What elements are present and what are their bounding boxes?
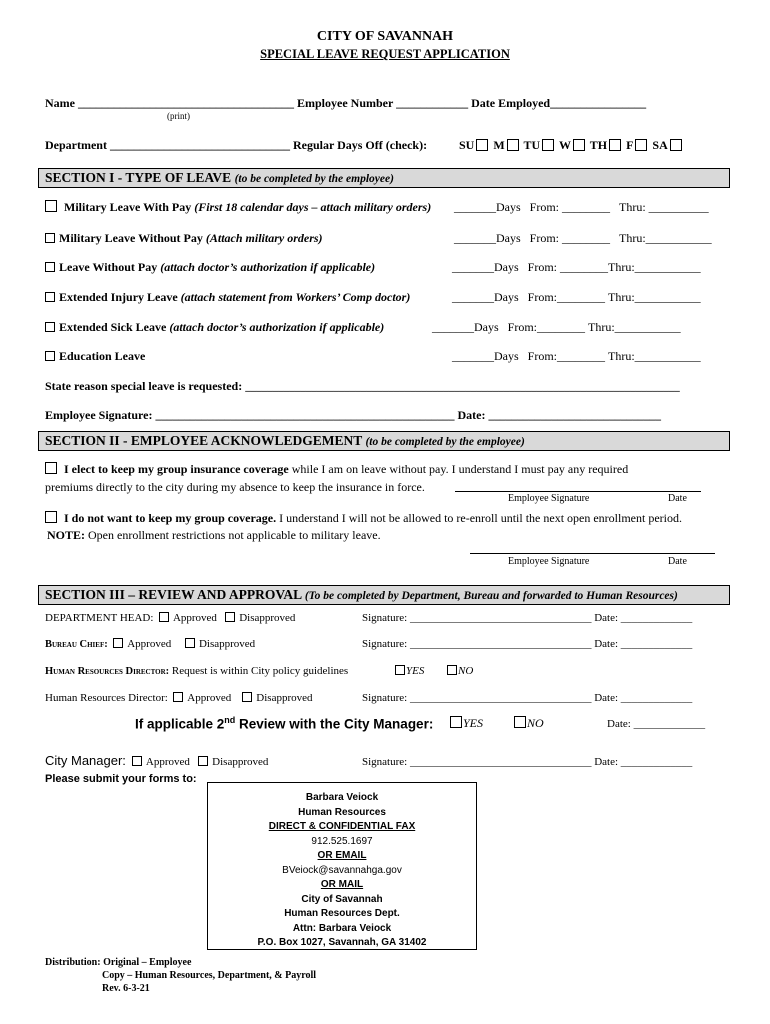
date-caption: Date (668, 556, 687, 567)
date-employed-field[interactable]: ________________ (550, 96, 647, 110)
day-m-label: M (493, 138, 505, 152)
revision: Rev. 6-3-21 (102, 983, 150, 994)
section1-header (38, 168, 730, 188)
leave-label: Leave Without Pay (59, 260, 158, 274)
signature-label: Signature: (362, 612, 408, 624)
days-off-label: Regular Days Off (check): (292, 138, 428, 152)
section3-title: SECTION III – REVIEW AND APPROVAL (45, 587, 302, 602)
days-field[interactable]: _______Days (432, 320, 499, 334)
signature-label: Signature: (362, 692, 408, 704)
leave-item (45, 200, 431, 215)
department-field[interactable]: ______________________________ (109, 138, 290, 152)
from-field[interactable]: From:________ (507, 320, 586, 334)
decline-coverage-signature-line[interactable] (470, 553, 715, 554)
submit-label: Please submit your forms to: (45, 773, 197, 785)
day-w-checkbox[interactable] (573, 139, 585, 151)
mail-line: City of Savannah (301, 893, 383, 905)
hr-policy-no-checkbox[interactable] (447, 665, 457, 675)
city-title: CITY OF SAVANNAH (316, 29, 454, 44)
date-label: Date: (594, 638, 619, 650)
dept-head-signature (362, 612, 692, 624)
from-field[interactable]: From: ________ (529, 231, 611, 245)
thru-field[interactable]: Thru:___________ (588, 320, 681, 334)
day-su-label: SU (459, 138, 475, 152)
keep-coverage-row (45, 462, 628, 477)
signature-field[interactable]: _________________________________ (409, 692, 592, 704)
hr-director-approved-checkbox[interactable] (173, 692, 183, 702)
date-label: Date: (607, 718, 631, 730)
date-field[interactable]: _____________ (620, 638, 693, 650)
reason-row (45, 379, 680, 394)
section1-subtitle: (to be completed by the employee) (234, 173, 394, 185)
date-label: Date: (594, 756, 619, 768)
section2-title: SECTION II - EMPLOYEE ACKNOWLEDGEMENT (45, 433, 363, 448)
signature-field[interactable]: _________________________________ (409, 756, 592, 768)
signature-label: Signature: (362, 756, 408, 768)
date-field[interactable]: _____________ (620, 612, 693, 624)
leave-label: Military Leave Without Pay (59, 231, 203, 245)
dept-head-disapproved-checkbox[interactable] (225, 612, 235, 622)
hr-policy-yes (395, 665, 424, 677)
reason-field[interactable]: _______________________________________________________________________________ (245, 381, 680, 393)
approved-label: Approved (145, 756, 190, 768)
note-label: NOTE: (47, 528, 86, 542)
days-field[interactable]: _______Days (452, 260, 519, 274)
second-review-date (607, 718, 705, 730)
leave-note: (First 18 calendar days – attach military orders) (194, 200, 432, 214)
form-title: SPECIAL LEAVE REQUEST APPLICATION (260, 47, 510, 61)
date-employed-label: Date Employed (471, 96, 551, 110)
second-review-no-checkbox[interactable] (514, 716, 526, 728)
second-review-label (135, 715, 433, 732)
employee-number-label: Employee Number (297, 96, 394, 110)
keep-coverage-text: while I am on leave without pay. I understand I must pay any required (291, 462, 629, 476)
date-label: Date: (594, 612, 619, 624)
keep-coverage-text2: premiums directly to the city during my absence to keep the insurance in force. (45, 480, 425, 494)
keep-coverage-bold: I elect to keep my group insurance coverage (64, 462, 289, 476)
decline-coverage-bold: I do not want to keep my group coverage. (64, 511, 277, 525)
hr-director-signature (362, 692, 692, 704)
no-label: NO (527, 716, 544, 730)
leave-education-checkbox[interactable] (45, 351, 55, 361)
mail-line: Human Resources Dept. (284, 908, 400, 919)
signature-label: Signature: (362, 638, 408, 650)
section1-title: SECTION I - TYPE OF LEAVE (45, 170, 232, 185)
leave-label: Education Leave (59, 349, 146, 363)
name-field[interactable]: ____________________________________ (78, 96, 294, 110)
day-th-checkbox[interactable] (609, 139, 621, 151)
day-tu-checkbox[interactable] (542, 139, 554, 151)
leave-note: (attach doctor’s authorization if applicable) (160, 260, 376, 274)
bureau-chief-signature (362, 638, 692, 650)
from-field[interactable]: From: ________ (529, 200, 611, 214)
leave-dates (452, 349, 701, 364)
signature-field[interactable]: _________________________________ (409, 612, 592, 624)
contact-name: Barbara Veiock (305, 792, 379, 803)
leave-label: Extended Sick Leave (59, 320, 167, 334)
disapproved-label: Disapproved (198, 638, 256, 650)
city-manager-approved-checkbox[interactable] (132, 756, 142, 766)
date-field[interactable]: _____________ (633, 718, 706, 730)
days-field[interactable]: _______Days (452, 349, 519, 363)
disapproved-label: Disapproved (212, 756, 269, 768)
leave-note: (attach doctor’s authorization if applicable) (169, 320, 385, 334)
leave-dates (454, 200, 709, 215)
leave-without-pay-checkbox[interactable] (45, 262, 55, 272)
leave-dates (454, 231, 712, 246)
leave-note: (Attach military orders) (205, 231, 323, 245)
fax-heading: DIRECT & CONFIDENTIAL FAX (268, 821, 416, 832)
employee-signature-label: Employee Signature: (45, 408, 153, 422)
mail-line: Attn: Barbara Veiock (292, 922, 392, 934)
date-caption: Date (668, 493, 687, 504)
days-field[interactable]: _______Days (454, 200, 521, 214)
date-field[interactable]: _____________ (620, 756, 693, 768)
leave-military-pay-checkbox[interactable] (45, 200, 57, 212)
second-review-rest: Review with the City Manager: (235, 716, 434, 732)
leave-label: Military Leave With Pay (64, 200, 192, 214)
bureau-chief-row (45, 638, 255, 650)
leave-note: (attach statement from Workers’ Comp doctor) (180, 290, 411, 304)
bureau-chief-disapproved-checkbox[interactable] (185, 638, 195, 648)
day-sa-label: SA (652, 138, 668, 152)
decline-coverage-checkbox[interactable] (45, 511, 57, 523)
day-th-label: TH (589, 138, 608, 152)
hr-policy-text: Request is within City policy guidelines (171, 665, 349, 677)
department-row (45, 138, 427, 153)
hr-director2-label: Human Resources Director: (45, 692, 168, 704)
second-review-yes-checkbox[interactable] (450, 716, 462, 728)
leave-sick-checkbox[interactable] (45, 322, 55, 332)
fax-number: 912.525.1697 (311, 835, 373, 847)
leave-item (45, 231, 323, 246)
dept-head-row (45, 612, 295, 624)
disapproved-label: Disapproved (239, 612, 296, 624)
decline-coverage-text: I understand I will not be allowed to re-enroll until the next open enrollment period. (279, 511, 682, 525)
distribution-label: Distribution: (45, 957, 101, 968)
hr-director-label: Human Resources Director: (45, 666, 170, 677)
approved-label: Approved (172, 612, 217, 624)
employee-signature-row (45, 408, 661, 423)
reason-label: State reason special leave is requested: (45, 379, 243, 393)
bureau-chief-approved-checkbox[interactable] (113, 638, 123, 648)
mail-heading: OR MAIL (320, 879, 364, 890)
department-label: Department (45, 138, 107, 152)
leave-dates (432, 320, 681, 335)
disapproved-label: Disapproved (256, 692, 313, 704)
leave-label: Extended Injury Leave (59, 290, 178, 304)
day-f-checkbox[interactable] (635, 139, 647, 151)
distribution-line1: Original – Employee (103, 957, 192, 968)
section3-header (38, 585, 730, 605)
employee-date-label: Date: (457, 408, 486, 422)
employee-date-field[interactable]: ______________________________ (488, 410, 661, 422)
day-sa-checkbox[interactable] (670, 139, 682, 151)
city-manager-signature (362, 756, 692, 768)
thru-field[interactable]: Thru: __________ (619, 200, 709, 214)
sig-caption: Employee Signature (508, 493, 590, 504)
hr-policy-yes-checkbox[interactable] (395, 665, 405, 675)
second-review-text: If applicable 2 (135, 716, 225, 732)
second-review-sup: nd (224, 715, 236, 725)
second-review-yes (450, 716, 483, 731)
sig-caption: Employee Signature (508, 556, 590, 567)
from-field[interactable]: From:________ (527, 349, 606, 363)
city-manager-disapproved-checkbox[interactable] (198, 756, 208, 766)
date-field[interactable]: _____________ (620, 692, 693, 704)
days-field[interactable]: _______Days (452, 290, 519, 304)
day-w-label: W (558, 138, 571, 152)
thru-field[interactable]: Thru:___________ (608, 290, 701, 304)
city-manager-row (45, 753, 268, 769)
approved-label: Approved (127, 638, 172, 650)
from-field[interactable]: From: ________ (527, 260, 609, 274)
day-tu-label: TU (523, 138, 541, 152)
thru-field[interactable]: Thru:___________ (608, 260, 701, 274)
leave-dates (452, 290, 701, 305)
mail-line: P.O. Box 1027, Savannah, GA 31402 (257, 937, 427, 948)
employee-signature-field[interactable]: ____________________________________________________ (155, 410, 455, 422)
email-address[interactable]: BVeiock@savannahga.gov (282, 864, 402, 876)
days-off-checks (459, 138, 684, 153)
employee-number-field[interactable]: ____________ (396, 96, 469, 110)
thru-field[interactable]: Thru:___________ (608, 349, 701, 363)
second-review-no (514, 716, 544, 731)
day-su-checkbox[interactable] (476, 139, 488, 151)
email-heading: OR EMAIL (317, 850, 367, 861)
approved-label: Approved (187, 692, 232, 704)
bureau-chief-label: Bureau Chief: (45, 639, 108, 650)
leave-item (45, 320, 384, 335)
leave-item (45, 260, 375, 275)
leave-injury-checkbox[interactable] (45, 292, 55, 302)
section3-subtitle: (To be completed by Department, Bureau and forwarded to Human Resources) (304, 590, 678, 602)
print-note: (print) (167, 111, 190, 121)
note-text: Open enrollment restrictions not applicable to military leave. (88, 528, 381, 542)
submission-address-box (207, 782, 477, 950)
hr-director-policy-row (45, 665, 348, 677)
leave-military-nopay-checkbox[interactable] (45, 233, 55, 243)
yes-label: YES (463, 716, 484, 730)
city-manager-label: City Manager: (45, 753, 126, 768)
keep-coverage-checkbox[interactable] (45, 462, 57, 474)
leave-item (45, 290, 410, 305)
day-f-label: F (626, 138, 634, 152)
name-row (45, 96, 646, 111)
thru-field[interactable]: Thru:___________ (619, 231, 712, 245)
hr-director-disapproved-checkbox[interactable] (242, 692, 252, 702)
dept-head-approved-checkbox[interactable] (159, 612, 169, 622)
distribution-line2: Copy – Human Resources, Department, & Payroll (102, 970, 317, 981)
name-label: Name (45, 96, 75, 110)
section2-subtitle: (to be completed by the employee) (365, 436, 525, 448)
date-label: Date: (594, 692, 619, 704)
no-label: NO (458, 665, 474, 677)
day-m-checkbox[interactable] (507, 139, 519, 151)
leave-dates (452, 260, 701, 275)
contact-dept: Human Resources (298, 806, 386, 818)
keep-coverage-signature-line[interactable] (455, 491, 701, 492)
days-field[interactable]: _______Days (454, 231, 521, 245)
hr-policy-no (447, 665, 473, 677)
note-row (47, 528, 381, 543)
signature-field[interactable]: _________________________________ (409, 638, 592, 650)
section2-header (38, 431, 730, 451)
hr-director-row (45, 692, 313, 704)
distribution-row (45, 957, 191, 968)
from-field[interactable]: From:________ (527, 290, 606, 304)
decline-coverage-row (45, 511, 682, 526)
yes-label: YES (406, 665, 425, 677)
leave-item (45, 349, 145, 364)
dept-head-label: DEPARTMENT HEAD: (45, 612, 154, 624)
